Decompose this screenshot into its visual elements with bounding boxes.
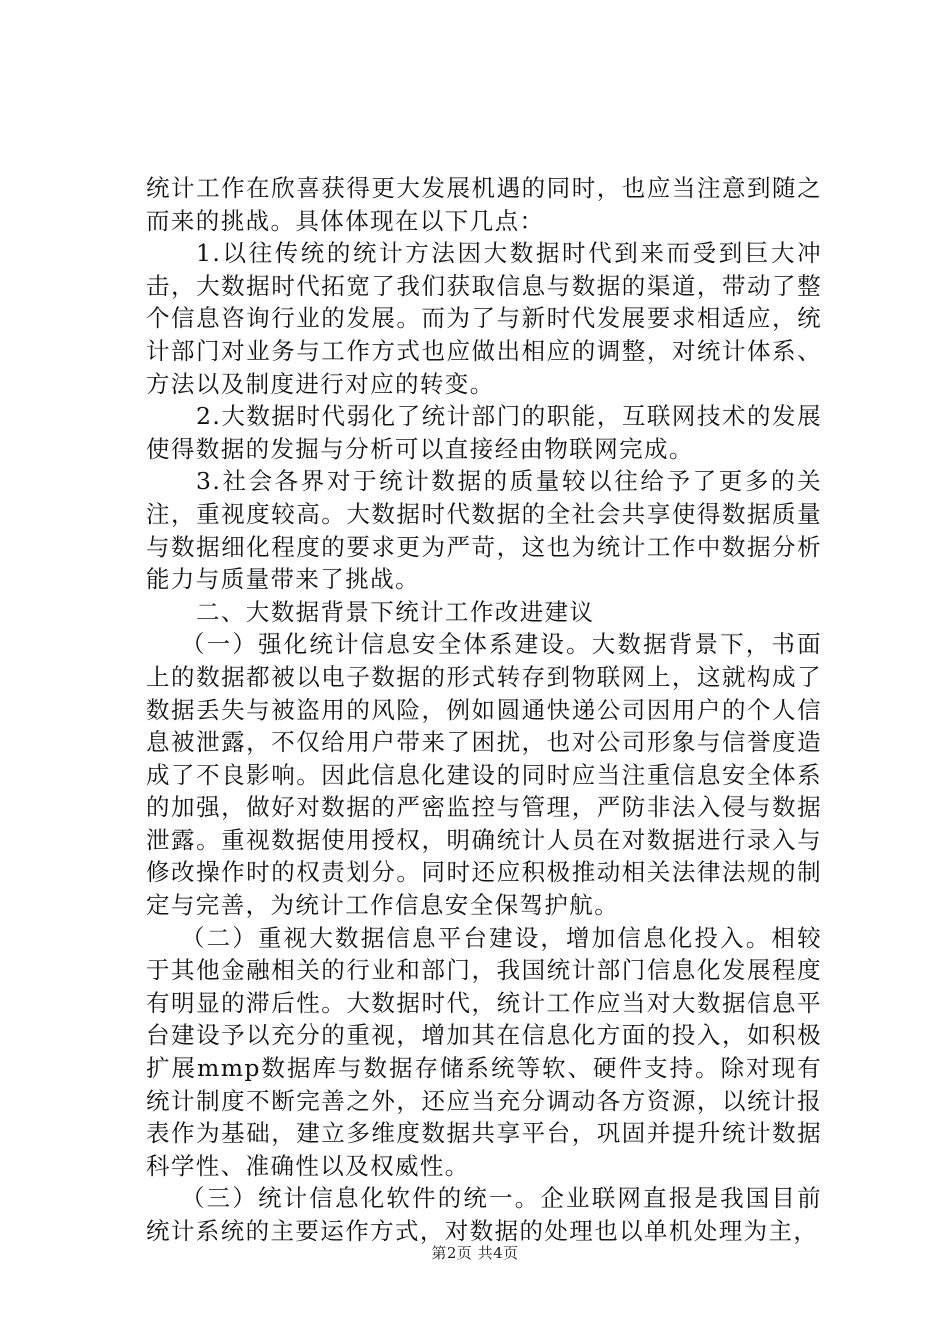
paragraph-suggestion-2: （二）重视大数据信息平台建设，增加信息化投入。相较于其他金融相关的行业和部门，我国统计部门信息化发展程度有明显的滞后性。大数据时代，统计工作应当对大数据信息平台建设予以充分的重视，增加其在信息化方面的投入，如积极扩展mmp数据库与数据存储系统等软、硬件支持。除对现有统计制度不断完善之外，还应当充分调动各方资源，以统计报表作为基础，建立多维度数据共享平台，巩固并提升统计数据科学性、准确性以及权威性。 [146,923,822,1180]
paragraph-suggestion-3: （三）统计信息化软件的统一。企业联网直报是我国目前统计系统的主要运作方式，对数据的处理也以单机处理为主， [146,1184,822,1245]
document-body [146,172,822,1248]
paragraph-suggestion-1: （一）强化统计信息安全体系建设。大数据背景下，书面上的数据都被以电子数据的形式转存到物联网上，这就构成了数据丢失与被盗用的风险，例如圆通快递公司因用户的个人信息被泄露，不仅给用户带来了困扰，也对公司形象与信誉度造成了不良影响。因此信息化建设的同时应当注重信息安全体系的加强，做好对数据的严密监控与管理，严防非法入侵与数据泄露。重视数据使用授权，明确统计人员在对数据进行录入与修改操作时的权责划分。同时还应积极推动相关法律法规的制定与完善，为统计工作信息安全保驾护航。 [146,630,822,920]
section-heading: 二、大数据背景下统计工作改进建议 [196,597,595,626]
paragraph-point-1: 1.以往传统的统计方法因大数据时代到来而受到巨大冲击，大数据时代拓宽了我们获取信息与数据的渠道，带动了整个信息咨询行业的发展。而为了与新时代发展要求相适应，统计部门对业务与工作方式也应做出相应的调整，对统计体系、方法以及制度进行对应的转变。 [146,239,822,398]
page-number-footer: 第2页 共4页 [431,1244,519,1262]
paragraph-point-3: 3.社会各界对于统计数据的质量较以往给予了更多的关注，重视度较高。大数据时代数据的全社会共享使得数据质量与数据细化程度的要求更为严苛，这也为统计工作中数据分析能力与质量带来了挑战。 [146,467,822,594]
paragraph-intro: 统计工作在欣喜获得更大发展机遇的同时，也应当注意到随之而来的挑战。具体体现在以下几点： [146,174,822,235]
paragraph-point-2: 2.大数据时代弱化了统计部门的职能，互联网技术的发展使得数据的发掘与分析可以直接经由物联网完成。 [146,402,822,463]
